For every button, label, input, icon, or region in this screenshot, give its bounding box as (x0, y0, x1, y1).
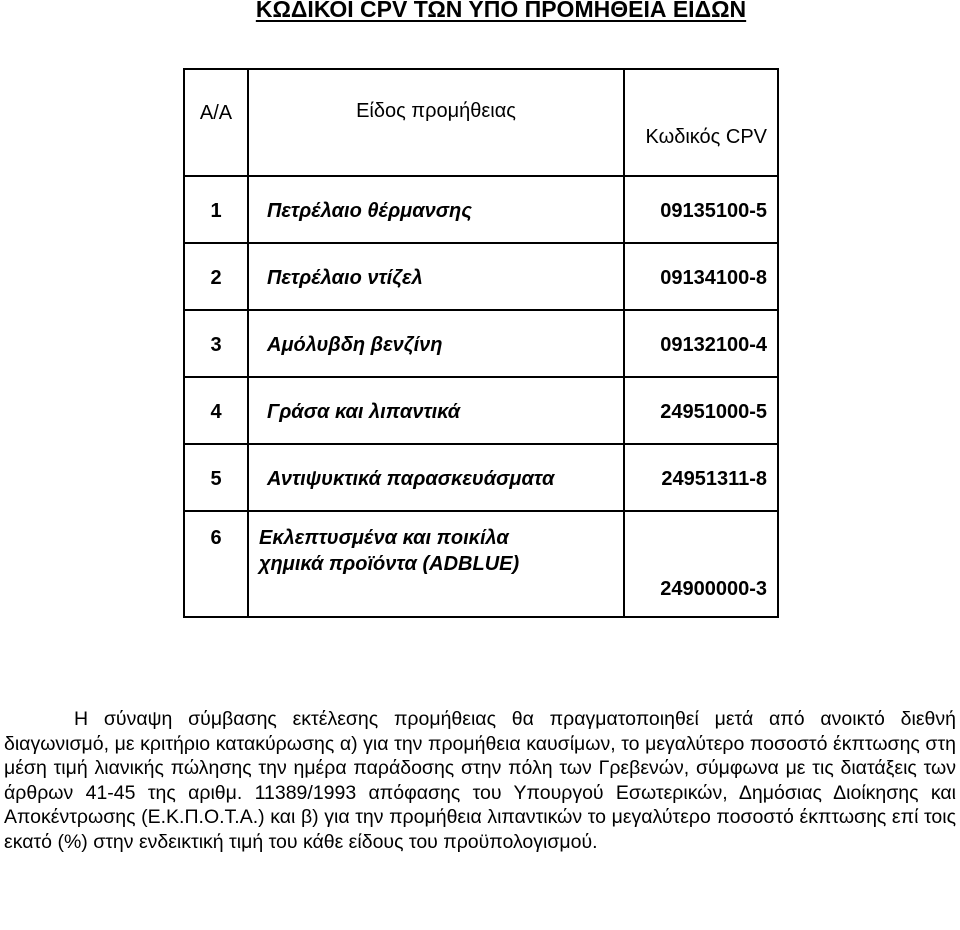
row-item: Πετρέλαιο θέρμανσης (248, 176, 624, 243)
row-item: Αμόλυβδη βενζίνη (248, 310, 624, 377)
header-cpv-code: Κωδικός CPV (624, 69, 778, 176)
row-number: 2 (184, 243, 248, 310)
table-row (184, 310, 778, 377)
row-number: 4 (184, 377, 248, 444)
row-item (248, 511, 624, 617)
document-title: ΚΩΔΙΚΟΙ CPV ΤΩΝ ΥΠΟ ΠΡΟΜΗΘΕΙΑ ΕΙΔΩΝ (255, 0, 747, 22)
table-row (184, 176, 778, 243)
row-item: Πετρέλαιο ντίζελ (248, 243, 624, 310)
row-number: 3 (184, 310, 248, 377)
row-number: 1 (184, 176, 248, 243)
row-cpv-code: 09132100-4 (624, 310, 778, 377)
header-aa: Α/Α (184, 69, 248, 176)
row-item: Γράσα και λιπαντικά (248, 377, 624, 444)
table-row (184, 377, 778, 444)
table-row (184, 444, 778, 511)
row-item: Αντιψυκτικά παρασκευάσματα (248, 444, 624, 511)
row-item-line-2: χημικά προϊόντα (ADBLUE) (259, 553, 520, 575)
row-cpv-code: 09134100-8 (624, 243, 778, 310)
row-number: 6 (184, 511, 248, 617)
table-header-row (184, 69, 778, 176)
row-cpv-code: 24951311-8 (624, 444, 778, 511)
row-cpv-code: 24951000-5 (624, 377, 778, 444)
table-row (184, 243, 778, 310)
row-cpv-code: 24900000-3 (624, 511, 778, 617)
row-cpv-code: 09135100-5 (624, 176, 778, 243)
row-item-line-1: Εκλεπτυσμένα και ποικίλα (259, 527, 509, 549)
table-row (184, 511, 778, 617)
header-item-type: Είδος προμήθειας (248, 69, 624, 176)
body-paragraph: Η σύναψη σύμβασης εκτέλεσης προμήθειας θα πραγματοποιηθεί μετά από ανοικτό διεθνή διαγωνισμό, με κριτήριο κατακύρωσης α) για την προμήθεια καυσίμων, το μεγαλύτερο ποσοστό έκπτωσης στη μέση τιμή λιανικής πώλησης την ημέρα παράδοσης στην πόλη των Γρεβενών, σύμφωνα με τις διατάξεις των άρθρων 41-45 της αριθμ. 11389/1993 απόφασης του Υπουργού Εσωτερικών, Δημόσιας Διοίκησης και Αποκέντρωσης (Ε.Κ.Π.Ο.Τ.Α.) και β) για την προμήθεια λιπαντικών το μεγαλύτερο ποσοστό έκπτωσης επί τοις εκατό (%) στην ενδεικτική τιμή του κάθε είδους του προϋπολογισμού. (4, 708, 956, 853)
cpv-table (183, 68, 779, 618)
row-number: 5 (184, 444, 248, 511)
